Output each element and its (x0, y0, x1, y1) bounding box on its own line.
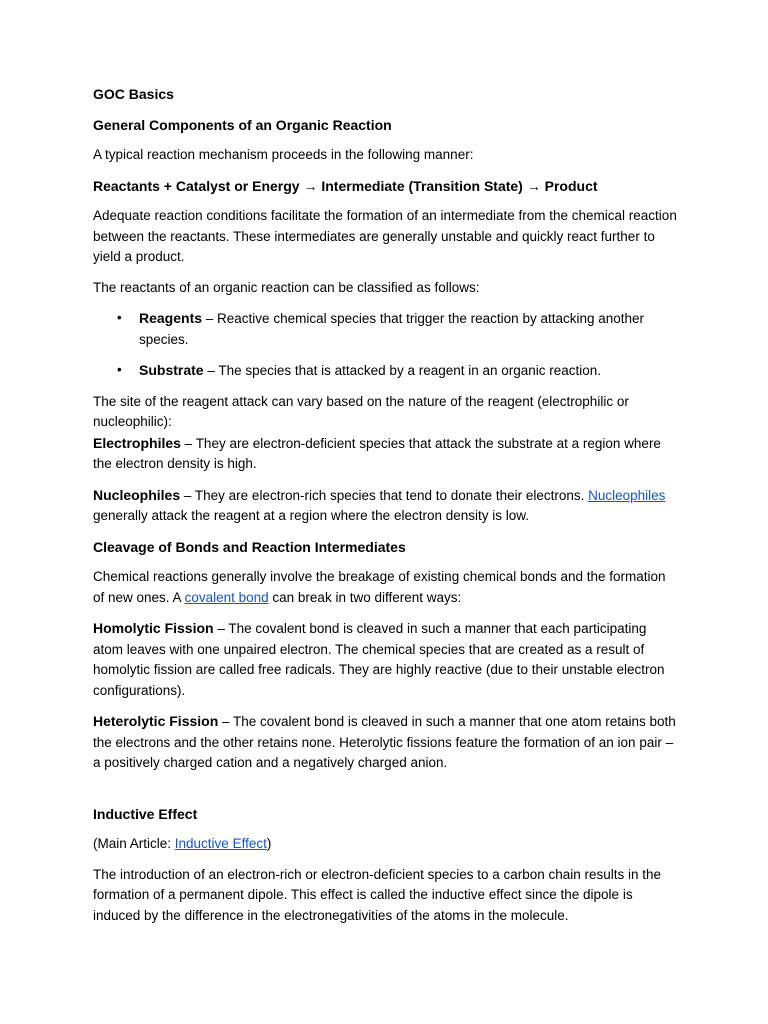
main-article-prefix: (Main Article: (93, 836, 175, 851)
term-heterolytic: Heterolytic Fission (93, 713, 219, 729)
section-heading-cleavage: Cleavage of Bonds and Reaction Intermediates (93, 538, 406, 555)
definition-nucleophiles-end: generally attack the reagent at a region where the electron density is low. (93, 508, 530, 523)
definition-homolytic: – The covalent bond is cleaved in such a manner that each participating atom leaves with one unpaired electron. The chemical species that are created as a result of homolytic fission are called free radicals. They are highly reactive (due to their unstable electron configurations). (93, 621, 665, 698)
term-electrophiles: Electrophiles (93, 434, 181, 451)
paragraph-electrophiles (93, 433, 678, 475)
paragraph-bond-breakage (93, 567, 678, 608)
definition-heterolytic: – The covalent bond is cleaved in such a manner that one atom retains both the electrons and the other retains none. Heterolytic fissions feature the formation of an ion pair – a positively charged cation and a negatively charged anion. (93, 714, 676, 770)
document-title: GOC Basics (93, 86, 174, 102)
bond-breakage-text-start: Chemical reactions generally involve the breakage of existing chemical bonds and the formation of new ones. A (93, 569, 666, 605)
inductive-effect-link[interactable]: Inductive Effect (174, 836, 267, 851)
list-item (139, 308, 678, 350)
section-heading-inductive: Inductive Effect (93, 805, 198, 822)
list-item (139, 360, 678, 382)
paragraph-intermediates: Adequate reaction conditions facilitate the formation of an intermediate from the chemical reaction between the reactants. These intermediates are generally unstable and quickly react further to yield a product. (93, 208, 677, 264)
definition-substrate: – The species that is attacked by a reagent in an organic reaction. (203, 363, 602, 378)
paragraph-homolytic (93, 618, 678, 701)
term-substrate: Substrate (139, 362, 204, 378)
definition-reagents: – Reactive chemical species that trigger the reaction by attacking another species. (139, 311, 645, 347)
reactant-types-list (93, 308, 678, 382)
covalent-bond-link[interactable]: covalent bond (184, 589, 269, 605)
bond-breakage-text-end: can break in two different ways: (268, 589, 462, 605)
section-heading-components: General Components of an Organic Reaction (93, 116, 392, 133)
definition-electrophiles: – They are electron-deficient species that attack the substrate at a region where the electron density is high. (93, 435, 661, 471)
main-article-suffix: ) (266, 836, 272, 851)
paragraph-reagent-attack: The site of the reagent attack can vary based on the nature of the reagent (electrophilic or nucleophilic): (93, 393, 629, 429)
main-article-note (93, 834, 678, 855)
reaction-intro: A typical reaction mechanism proceeds in the following manner: (93, 147, 474, 162)
paragraph-reactants-classification: The reactants of an organic reaction can be classified as follows: (93, 279, 480, 295)
paragraph-inductive: The introduction of an electron-rich or electron-deficient species to a carbon chain results in the formation of a permanent dipole. This effect is called the inductive effect since the dipole is induced by the difference in the electronegativities of the atoms in the molecule. (93, 866, 662, 923)
term-homolytic: Homolytic Fission (93, 620, 214, 636)
nucleophiles-link[interactable]: Nucleophiles (588, 487, 666, 503)
term-nucleophiles: Nucleophiles (93, 486, 181, 503)
term-reagents: Reagents (139, 310, 203, 326)
paragraph-heterolytic (93, 711, 678, 774)
definition-nucleophiles-start: – They are electron-rich species that tend to donate their electrons. (180, 487, 589, 503)
paragraph-nucleophiles (93, 485, 678, 527)
reaction-equation: Reactants + Catalyst or Energy → Intermediate (Transition State) → Product (93, 177, 598, 194)
